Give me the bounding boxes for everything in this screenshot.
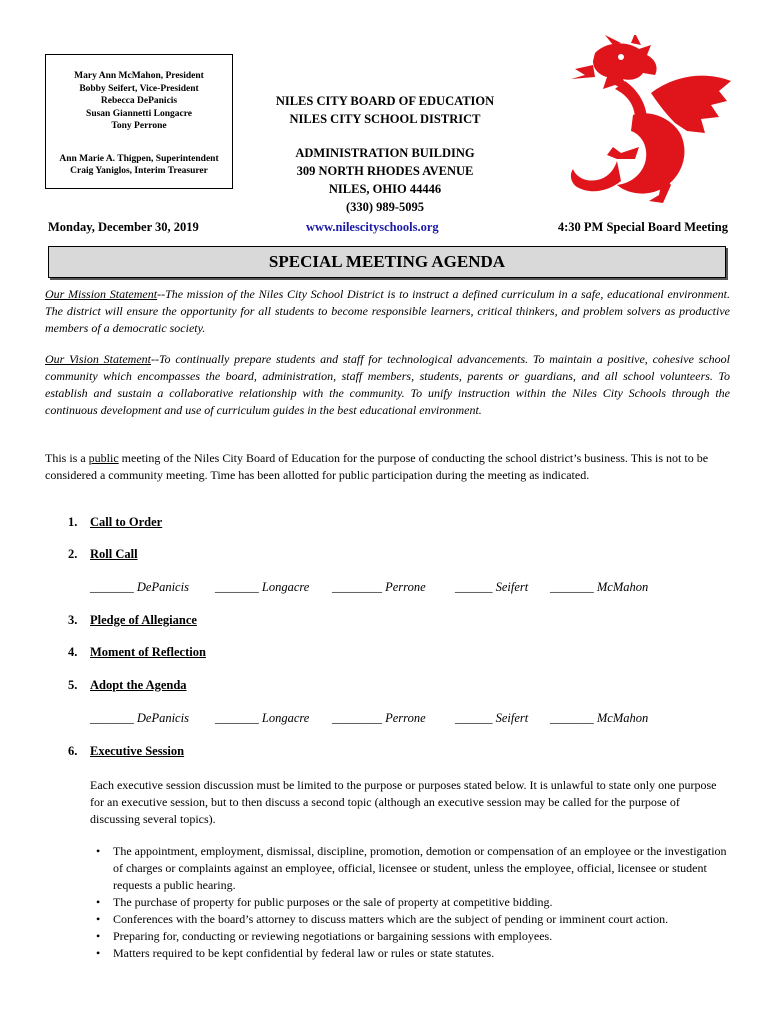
board-name: NILES CITY BOARD OF EDUCATION bbox=[275, 94, 495, 108]
agenda-item-label: Adopt the Agenda bbox=[90, 678, 187, 692]
agenda-item-number: 2. bbox=[68, 547, 78, 561]
vision-text: --To continually prepare students and staff for technological advancements. To maintain a positive, cohesive school community which encompasses the board, administration, staff members, students, parents or guardians, and all school volunteers. To establish and sustain a collaborative relationship with the community. To unify instruction within the Niles City Schools through the continuous development and use of curriculum guides in the best educational environment. bbox=[45, 352, 730, 417]
adopt-agenda-votes bbox=[90, 711, 710, 729]
roll-call-entry: ________ Perrone bbox=[332, 580, 426, 594]
roll-call-entry: _______ DePanicis bbox=[90, 580, 189, 594]
agenda-item-number: 5. bbox=[68, 678, 78, 692]
dragon-logo-icon bbox=[555, 35, 735, 210]
roll-call-entry: ______ Seifert bbox=[455, 580, 529, 594]
city-state-zip: NILES, OHIO 44446 bbox=[328, 182, 442, 196]
board-member: Susan Giannetti Longacre bbox=[86, 108, 192, 119]
list-item: • Conferences with the board’s attorney to discuss matters which are the subject of pending or imminent court action. bbox=[90, 911, 730, 928]
website-link[interactable]: www.nilescityschools.org bbox=[306, 220, 439, 234]
agenda-item-label: Moment of Reflection bbox=[90, 645, 206, 659]
agenda-item bbox=[68, 744, 184, 759]
district-heading bbox=[250, 92, 520, 216]
meeting-time: 4:30 PM Special Board Meeting bbox=[557, 220, 728, 234]
roll-call-entry: ______ Seifert bbox=[455, 711, 529, 725]
list-item: • The purchase of property for public purposes or the sale of property at competitive bidding. bbox=[90, 894, 730, 911]
roll-call-entry: ________ Perrone bbox=[332, 711, 426, 725]
agenda-item-number: 1. bbox=[68, 515, 78, 529]
roll-call-entry: _______ DePanicis bbox=[90, 711, 189, 725]
agenda-item bbox=[68, 547, 138, 562]
mission-statement bbox=[45, 286, 730, 337]
district-address bbox=[250, 144, 520, 216]
agenda-item bbox=[68, 515, 162, 530]
meeting-date: Monday, December 30, 2019 bbox=[48, 220, 199, 234]
list-item: • Preparing for, conducting or reviewing negotiations or bargaining sessions with employees. bbox=[90, 928, 730, 945]
phone-number: (330) 989-5095 bbox=[345, 200, 425, 214]
agenda-item-number: 6. bbox=[68, 744, 78, 758]
board-member: Bobby Seifert, Vice-President bbox=[79, 83, 199, 94]
agenda-title: SPECIAL MEETING AGENDA bbox=[48, 246, 726, 278]
board-members-box bbox=[45, 54, 233, 189]
roll-call-entry: _______ McMahon bbox=[550, 711, 649, 725]
agenda-item-label: Roll Call bbox=[90, 547, 138, 561]
administrators-list bbox=[46, 153, 232, 178]
board-member: Mary Ann McMahon, President bbox=[74, 71, 204, 81]
agenda-item-label: Call to Order bbox=[90, 515, 163, 529]
list-item: • The appointment, employment, dismissal, discipline, promotion, demotion or compensation of an employee or the investigation of charges or complaints against an employee, official, licensee or student, unless the employee, official, licensee or student requests a public hearing. bbox=[90, 843, 730, 894]
mission-label: Our Mission Statement bbox=[45, 287, 158, 301]
agenda-item bbox=[68, 613, 197, 628]
public-notice-emphasis: public bbox=[88, 451, 119, 465]
mission-text: --The mission of the Niles City School District is to instruct a defined curriculum in a safe, educational environment. The district will ensure the opportunity for all students to become responsible learners, critical thinkers, and problem solvers as productive members of a democratic society. bbox=[45, 287, 730, 335]
street-address: 309 NORTH RHODES AVENUE bbox=[296, 164, 474, 178]
district-name: NILES CITY SCHOOL DISTRICT bbox=[289, 112, 481, 126]
vision-statement bbox=[45, 351, 730, 419]
roll-call-entry: _______ Longacre bbox=[215, 711, 310, 725]
agenda-item-number: 4. bbox=[68, 645, 78, 659]
list-item: • Matters required to be kept confidential by federal law or rules or state statutes. bbox=[90, 945, 730, 962]
public-notice bbox=[45, 450, 730, 484]
agenda-item-label: Executive Session bbox=[90, 744, 185, 758]
executive-session-purposes bbox=[90, 843, 730, 962]
treasurer: Craig Yaniglos, Interim Treasurer bbox=[70, 166, 208, 176]
board-member: Rebecca DePanicis bbox=[100, 96, 178, 106]
agenda-item-label: Pledge of Allegiance bbox=[90, 613, 197, 627]
public-notice-pre: This is a bbox=[45, 451, 89, 465]
agenda-item bbox=[68, 678, 187, 693]
agenda-item bbox=[68, 645, 206, 660]
dragon-eye bbox=[618, 54, 624, 60]
executive-session-intro: Each executive session discussion must be limited to the purpose or purposes stated below. It is unlawful to state only one purpose for an executive session, but to then discuss a second topic (although an executive session may be called for the purpose of discussing several topics). bbox=[90, 778, 717, 826]
superintendent: Ann Marie A. Thigpen, Superintendent bbox=[59, 153, 219, 164]
board-members-list bbox=[46, 70, 232, 133]
building-name: ADMINISTRATION BUILDING bbox=[295, 146, 475, 160]
public-notice-text: meeting of the Niles City Board of Education for the purpose of conducting the school district’s business. This is not to be considered a community meeting. Time has been allotted for public participation during the meeting as indicated. bbox=[45, 451, 709, 482]
roll-call-votes bbox=[90, 580, 710, 598]
agenda-item-number: 3. bbox=[68, 613, 78, 627]
vision-label: Our Vision Statement bbox=[45, 352, 151, 366]
roll-call-entry: _______ Longacre bbox=[215, 580, 310, 594]
board-member: Tony Perrone bbox=[111, 121, 167, 131]
roll-call-entry: _______ McMahon bbox=[550, 580, 649, 594]
